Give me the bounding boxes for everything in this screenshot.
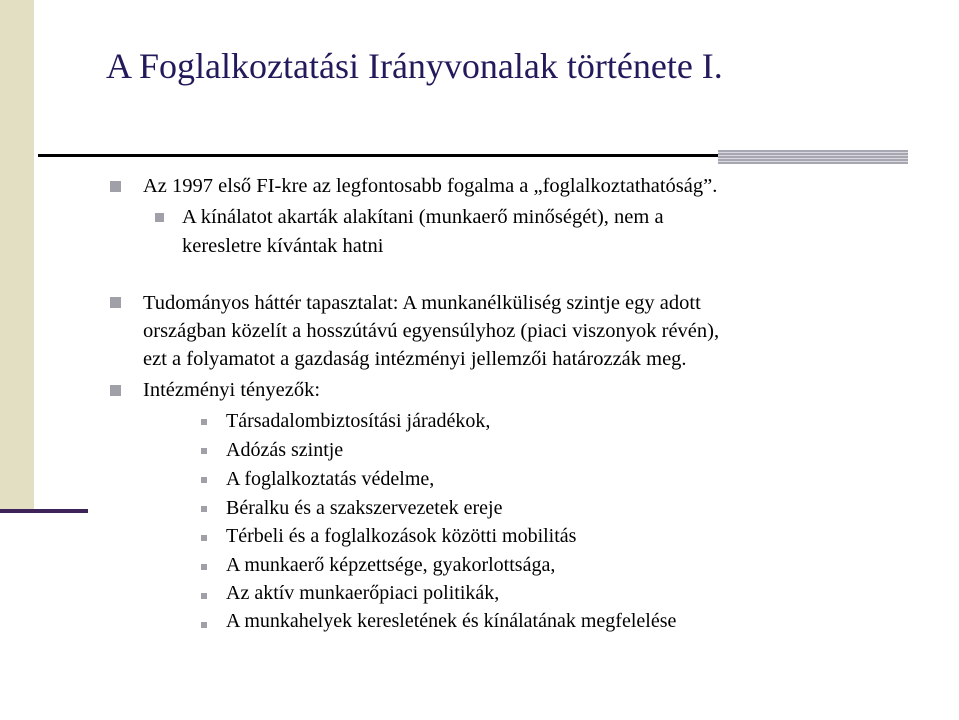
sub-bullet-icon [201,535,207,541]
sub-bullet-icon [201,593,207,599]
sub-item: A foglalkoztatás védelme, [226,468,435,490]
bullet-3-line-2: országban közelít a hosszútávú egyensúlyhoz (piaci viszonyok révén), [143,320,720,342]
sub-bullet-icon [201,622,207,628]
title-accent-block [718,150,908,164]
bullet-2-line-2: keresletre kívántak hatni [182,235,384,257]
sub-item: A munkahelyek keresletének és kínálatának megfelelése [226,610,677,632]
sub-item: Társadalombiztosítási járadékok, [226,410,491,432]
sub-bullet-icon [201,564,207,570]
bullet-4-text: Intézményi tényezők: [143,379,321,401]
bullet-square-icon [110,385,121,396]
sub-bullet-icon [201,448,207,454]
bullet-square-icon [155,213,164,222]
bullet-square-icon [110,181,121,192]
sub-item: Béralku és a szakszervezetek ereje [226,497,503,519]
bullet-3-line-3: ezt a folyamatot a gazdaság intézményi jellemzői határozzák meg. [143,348,687,370]
sub-item: A munkaerő képzettsége, gyakorlottsága, [226,554,556,576]
sub-bullet-icon [201,506,207,512]
bullet-2-line-1: A kínálatot akarták alakítani (munkaerő minőségét), nem a [182,206,664,228]
sub-item: Az aktív munkaerőpiaci politikák, [226,582,500,604]
sub-item: Adózás szintje [226,439,344,461]
sub-bullet-icon [201,477,207,483]
sub-bullet-icon [201,419,207,425]
left-sidebar-band [0,0,34,512]
bullet-1-text: Az 1997 első FI-kre az legfontosabb fogalma a „foglalkoztathatóság”. [143,175,718,197]
bullet-3-line-1: Tudományos háttér tapasztalat: A munkanélküliség szintje egy adott [143,292,701,314]
slide-title: A Foglalkoztatási Irányvonalak története I. [106,46,723,86]
sidebar-accent-line [0,509,88,513]
bullet-square-icon [110,297,121,308]
sub-item: Térbeli és a foglalkozások közötti mobilitás [226,525,577,547]
